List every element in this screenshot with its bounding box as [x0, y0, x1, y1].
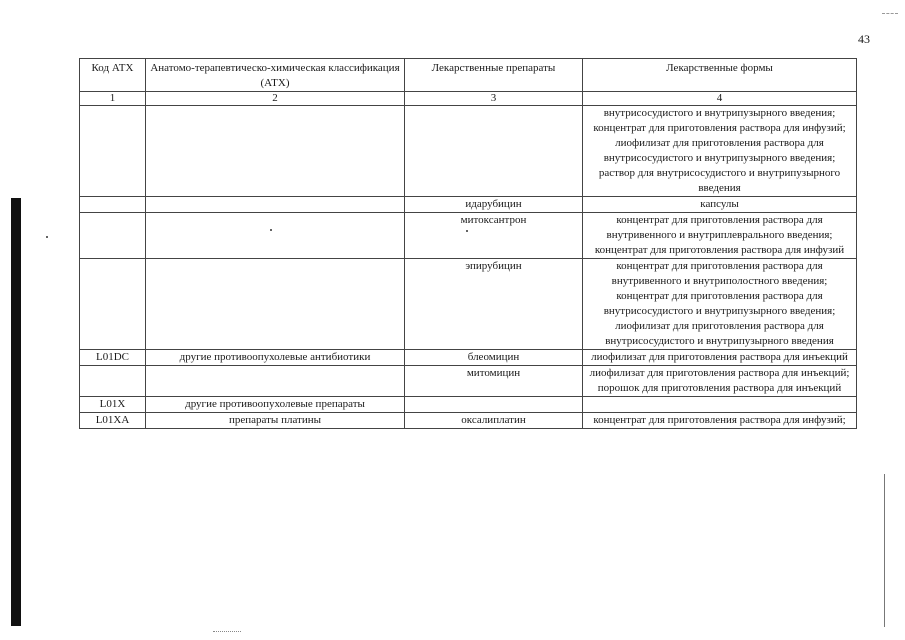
scan-edge-line [884, 474, 885, 627]
header-atx-code: Код АТХ [80, 59, 146, 92]
table-row [80, 213, 857, 259]
drug-cell [405, 106, 583, 197]
dosage-forms-cell: лиофилизат для приготовления раствора для инъекций [583, 350, 857, 366]
header-drugs: Лекарственные препараты [405, 59, 583, 92]
atx-code-cell [80, 213, 146, 259]
drug-cell: оксалиплатин [405, 413, 583, 429]
column-number: 2 [146, 92, 405, 106]
table-row [80, 397, 857, 413]
classification-cell [146, 106, 405, 197]
header-atx-classification: Анатомо-терапевтическо-химическая классификация (АТХ) [146, 59, 405, 92]
dosage-forms-cell [583, 397, 857, 413]
scan-speck [46, 236, 48, 238]
page-number: 43 [858, 32, 870, 46]
classification-cell: другие противоопухолевые антибиотики [146, 350, 405, 366]
column-number: 1 [80, 92, 146, 106]
atx-code-cell [80, 366, 146, 397]
classification-cell [146, 197, 405, 213]
drug-cell [405, 397, 583, 413]
table-row [80, 259, 857, 350]
column-number: 4 [583, 92, 857, 106]
classification-cell [146, 259, 405, 350]
dosage-forms-cell: концентрат для приготовления раствора для внутривенного и внутриполостного введения; концентрат для приготовления раствора для внутрисосудистого и внутрипузырного введения; лиофилизат для приготовления раствора для внутрисосудистого и внутрипузырного введения [583, 259, 857, 350]
drug-cell: митоксантрон [405, 213, 583, 259]
corner-marks [882, 13, 898, 14]
atx-code-cell: L01XA [80, 413, 146, 429]
dosage-forms-cell: концентрат для приготовления раствора для внутривенного и внутриплеврального введения; концентрат для приготовления раствора для инфузий [583, 213, 857, 259]
drug-cell: идарубицин [405, 197, 583, 213]
table-row [80, 366, 857, 397]
atx-code-cell: L01DC [80, 350, 146, 366]
atx-table [79, 58, 857, 429]
scan-edge-bar [11, 198, 21, 626]
classification-cell: препараты платины [146, 413, 405, 429]
drug-cell: митомицин [405, 366, 583, 397]
table-header-row [80, 59, 857, 92]
column-number-row [80, 92, 857, 106]
atx-code-cell [80, 259, 146, 350]
table-row [80, 197, 857, 213]
atx-code-cell: L01X [80, 397, 146, 413]
dosage-forms-cell: капсулы [583, 197, 857, 213]
table-row [80, 413, 857, 429]
table-row [80, 350, 857, 366]
classification-cell [146, 366, 405, 397]
drug-cell: эпирубицин [405, 259, 583, 350]
classification-cell: другие противоопухолевые препараты [146, 397, 405, 413]
header-dosage-forms: Лекарственные формы [583, 59, 857, 92]
atx-code-cell [80, 106, 146, 197]
dosage-forms-cell: концентрат для приготовления раствора для инфузий; [583, 413, 857, 429]
table-row [80, 106, 857, 197]
dosage-forms-cell: внутрисосудистого и внутрипузырного введения; концентрат для приготовления раствора для инфузий; лиофилизат для приготовления раствора для внутрисосудистого и внутрипузырного введения; раствор для внутрисосудистого и внутрипузырного введения [583, 106, 857, 197]
scan-smudge [213, 631, 241, 632]
column-number: 3 [405, 92, 583, 106]
dosage-forms-cell: лиофилизат для приготовления раствора для инъекций; порошок для приготовления раствора для инъекций [583, 366, 857, 397]
drug-cell: блеомицин [405, 350, 583, 366]
classification-cell [146, 213, 405, 259]
atx-code-cell [80, 197, 146, 213]
